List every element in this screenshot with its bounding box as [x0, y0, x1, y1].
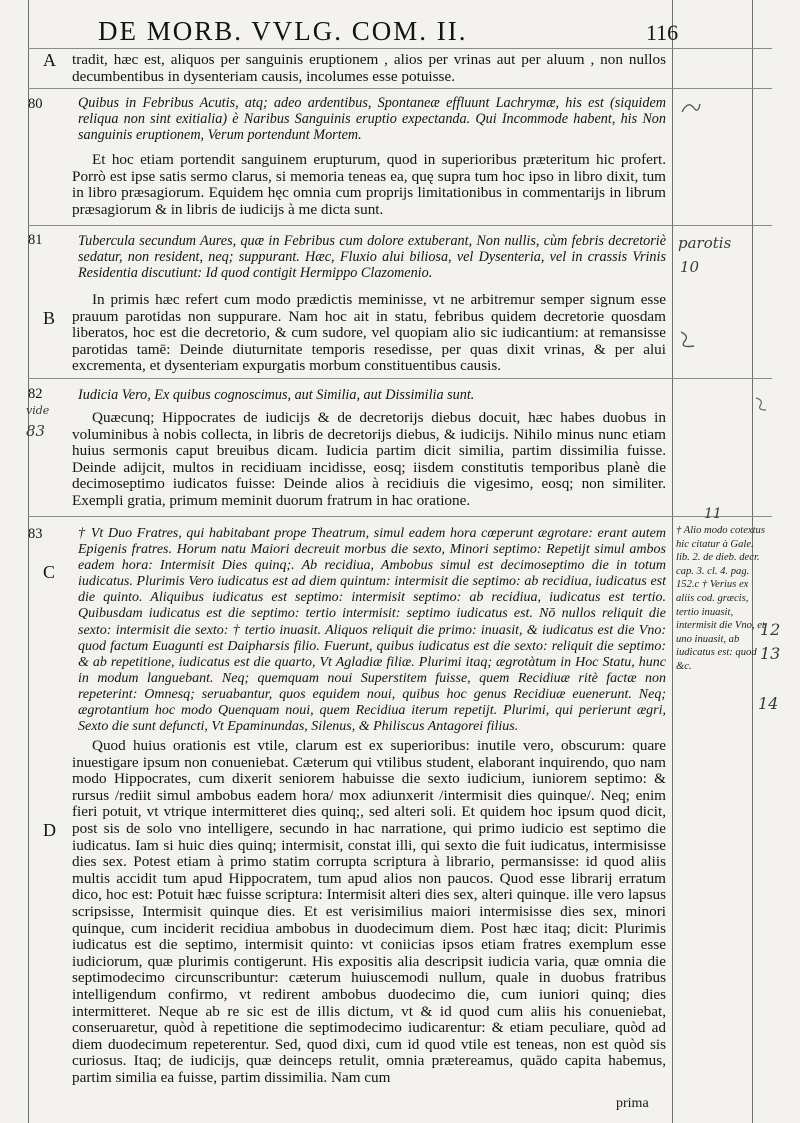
- aphorism-83-text: † Vt Duo Fratres, qui habitabant prope Theatrum, simul eadem hora cœperunt ægrotare: erant autem Epigenis fratres. Horum natu Maiori decreuit morbus die sexto, Minori septimo: Repetijt simul ambos eadem hora: Intermisit Dies quinq;. Ab recidiua, Ambobus simul est decimoseptimo die in totum iudicatus. Plurimis Vero iudicatus est ad diem quintum: intermisit die septimo: ab recidiua, iudicatus est die quinto. Aliquibus iudicatus est septimo: intermisit septimo: ab recidiua, iudicatus est tertio. Quibusdam iudicatus est die septimo: tertio intermisit: septimo iudicatus est. Nō nullos reliquit die sexto: intermisit die sexto: † tertio inuasit. Aliquos reliquit die primo: inuasit, & iudicatus est die Vno: quod factum Euagunti est Daipharsis filio. Fuerunt, quibus iudicatus est die sexto: reliquit die septimo: & ab repetitione, iudicatus est die quarto, Vt Agladiæ filiæ. Plurimi itaq; ægrotàtum in Hoc Statu, hunc in modum languebant. Neq; quemquam noui Superstitem fuisse, quem Recidiuæ ritè factæ non repeterint: Omnesq; seruabantur, quos equidem noui, quibus hoc genus Recidiuæ euenerunt. Neq; ægrotantium hoc modo Quenquam noui, quem Recidiua iterum repetijt. Plurimi, qui perierunt ægri, Sexto die sunt defuncti, Vt Epaminundas, Silenus, & Philiscus Antagorei filius.: [78, 526, 666, 735]
- pencil-mark-icon: [678, 98, 704, 118]
- handwritten-parotis: parotis: [678, 234, 732, 252]
- divider: [28, 516, 772, 517]
- paragraph-opening: tradit, hæc est, aliquos per sanguinis eruptionem , alios per vrinas aut per aluum , non nullos decumbentibus in dysenteriam causis, incolumes esse potuisse.: [72, 51, 666, 85]
- paragraph-commentary-80: Et hoc etiam portendit sanguinem erupturum, quod in superioribus præteritum hic profert. Porrò est ipse satis sermo clarus, si memoria teneas ea, quę supra tum hoc ipso in libro dixit, tum in libro præsagiorum. Equidem hęc omnia cum proprijs limitationibus in commentarijs in librum præsagiorum & in libris de iudicijs à me dicta sunt.: [72, 151, 666, 218]
- catchword: prima: [616, 1096, 649, 1111]
- pencil-mark-icon: [752, 394, 772, 414]
- handwritten-vide: vide: [26, 404, 50, 417]
- aphorism-number-80: 80: [28, 96, 43, 112]
- aphorism-number-82: 82: [28, 386, 43, 402]
- page-number: 116: [646, 20, 679, 45]
- section-letter-d: D: [43, 820, 56, 840]
- divider: [28, 378, 772, 379]
- header-rule: [28, 48, 772, 49]
- handwritten-13: 13: [760, 644, 781, 663]
- handwritten-10: 10: [680, 258, 700, 276]
- aphorism-81-text: Tubercula secundum Aures, quæ in Febribus cum dolore extuberant, Non nullis, cùm febris decretoriè sedatur, non resident, neq; suppurant. Hæc, Fluxio alui biliosa, vel Dysenteria, vel in crassis Vrinis Residentia discutiunt: Id quod contigit Hermippo Clazomenio.: [78, 233, 666, 281]
- aphorism-number-83: 83: [28, 526, 43, 542]
- pencil-mark-icon: [676, 328, 702, 350]
- aphorism-80-text: Quibus in Febribus Acutis, atq; adeo ardentibus, Spontaneæ effluunt Lachrymæ, his est (siquidem reliqua non sint exitialia) è Naribus Sanguinis eruptio expectanda. Qui Incommode habent, his Non sanguinis eruptionem, Verum portendunt Mortem.: [78, 95, 666, 143]
- divider: [28, 88, 772, 89]
- left-rule: [28, 0, 29, 1123]
- marginal-note: † Alio modo cotextus hic citatur à Gale. lib. 2. de dieb. decr. cap. 3. cl. 4. pag. 152.c † Verius ex aliis cod. græcis, tertio inuasit, intermisit die Vno, et uno inuasit, ab iudicatus est: quod &c.: [676, 525, 765, 672]
- handwritten-11: 11: [704, 506, 722, 522]
- aphorism-82-text: Iudicia Vero, Ex quibus cognoscimus, aut Similia, aut Dissimilia sunt.: [78, 387, 475, 403]
- running-header: [0, 16, 800, 46]
- section-letter-b: B: [43, 308, 56, 328]
- handwritten-83: 83: [26, 422, 46, 440]
- section-letter-c: C: [43, 562, 56, 582]
- handwritten-14: 14: [758, 694, 779, 713]
- paragraph-commentary-83: Quod huius orationis est vtile, clarum est ex superioribus: inutile vero, obscurum: quare inuestigare ipsum non conueniebat. Cæterum qui vtilibus student, elaborant inquirendo, quo nam modo Hippocrates, cum dixerit seniorem habuisse die sexto iudicium, iuniorem septimo: & rursus /rediit simul ambobus eadem hora/ mox adiunxerit /intermisit dies quinque/. Neq; enim fieri potuit, vt vtrique intermitteret dies quinq;, sed alteri soli. Et quidem hoc ipsum quod dicit, post sis de solo vno intelligere, secundo in hac narratione, qui primo iudicio est septimo die iudicatus. Iam si huic dies quinq; intermisit, constat illi, qui sexto die fuit iudicatus, intermisisse dies sex. Potest etiam à primo statim corrupta scriptura à librario, permansisse: id quod aliis multis accidit tum apud Hippocratem, tum apud alios non paucos. Quod esse librarij erratum dico, hoc est: Potuit hæc fuisse scriptura: Intermisit alteri dies sex, alteri quinque. ille vero lapsus scripsisse, Intermisit quinque dies. Et est verisimilius maiori intermisisse dies sex, minori quinque, cum inciderit recidiua ambobus in duodecimum diem. Post hæc itaq; dicit: Plurimis iudicatus est die septimo, intermisit quinto: vt coniicias ipsos etiam fratres exemplum esse iudiciorum, quæ plurimis contigerunt. His expositis alia descripsit iudicia varia, quæ omnia die septimodecimo circunscribuntur: cæterum huiuscemodi nullum, quale in duobus fratribus intelligendum confirmo, vt redirent ambobus duodecimo die, cum iuniori quinq; dies intermitteret. Neque ab re sic est de illis dictum, vt & id quod cum aliis his conueniebat, conseruaretur, quòd à repetitione die septimodecimo iudicarentur: & etiam peculiare, quòd ad diem duodecimum repeterentur. Sed, quod dixi, cum id quod vtile est teneas, non est quòd sis curiosus. Itaq; de iudicijs, quæ deinceps retulit, omnia prætereamus, quādo capita habemus, partim similia ea fuisse, partim dissimilia. Nam cum: [72, 737, 666, 1086]
- divider: [28, 225, 772, 226]
- paragraph-commentary-81: In primis hæc refert cum modo prædictis meminisse, vt ne arbitremur semper signum esse prauum parotidas non suppurare. Nam hoc ait in statu, febribus quidem decretorie quosdam liberatos, hoc est die decretorio, & cum sudore, vel quopiam alio sic iudicantium: at remansisse parotidas tamē: Deinde diuturnitate temporis resedisse, per quas dixit vrinas, & per alui excrementa, et dysenteriam expurgatis morbum constituentibus causis.: [72, 291, 666, 375]
- handwritten-12: 12: [760, 620, 781, 639]
- section-letter-a: A: [43, 50, 56, 70]
- paragraph-commentary-82: Quæcunq; Hippocrates de iudicijs & de decretorijs diebus docuit, hæc habes duobus in voluminibus à nobis collecta, in libris de decretorijs diebus, & iudicijs. Nihilo minus nunc etiam huius sermonis caput breuibus dicam. Iudicia partim dicit similia, partim dissimilia fuisse. Deinde adijcit, multos in recidiuam incidisse, eosq; iisdem constitutis temporibus planè die decimoseptimo iudicatos fuisse: Deinde alios à recidiuis die vigesimo, eosq; non similiter. Exempli gratia, primum meminit duorum fratrum in hac oratione.: [72, 409, 666, 509]
- aphorism-number-81: 81: [28, 232, 43, 248]
- running-title: DE MORB. VVLG. COM. II.: [98, 16, 468, 46]
- right-inner-rule: [672, 0, 673, 1123]
